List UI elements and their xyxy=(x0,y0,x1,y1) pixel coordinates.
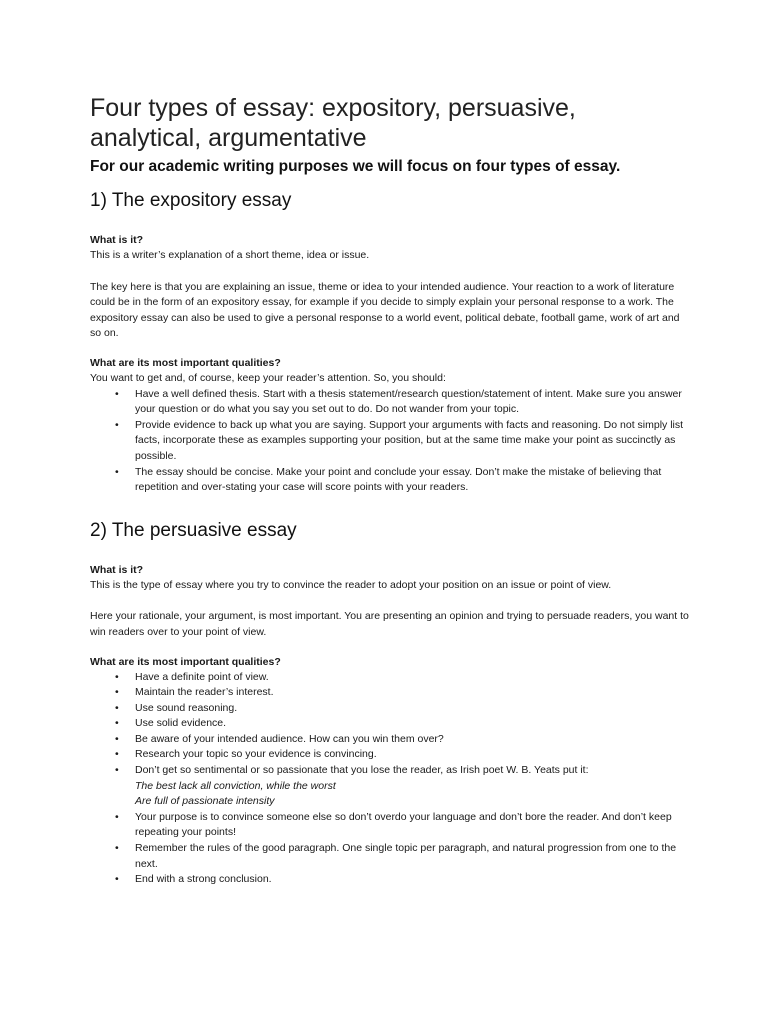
bullet-icon: • xyxy=(115,418,119,431)
bullet-icon: • xyxy=(115,686,119,699)
list-item-text: Use solid evidence. xyxy=(135,717,227,730)
list-item-text: Remember the rules of the good paragraph. One single topic per paragraph, and natural progression from one to the next. xyxy=(135,842,677,870)
bullet-icon: • xyxy=(115,465,119,478)
list-item xyxy=(90,670,690,686)
yeats-quote-line: Are full of passionate intensity xyxy=(135,795,275,808)
yeats-quote-line: The best lack all conviction, while the worst xyxy=(135,779,336,792)
bullet-icon: • xyxy=(115,670,119,683)
bullet-icon: • xyxy=(115,748,119,761)
bullet-icon: • xyxy=(115,387,119,400)
bullet-icon: • xyxy=(115,732,119,745)
list-item-text: Have a definite point of view. xyxy=(135,670,269,683)
bullet-icon: • xyxy=(115,810,119,823)
bullet-icon: • xyxy=(115,701,119,714)
list-item-text: Don’t get so sentimental or so passionate that you lose the reader, as Irish poet W. B. Yeats put it: xyxy=(135,764,589,777)
list-item-text: Research your topic so your evidence is convincing. xyxy=(135,748,377,761)
persuasive-bullet-list xyxy=(90,670,690,888)
bullet-icon: • xyxy=(115,842,119,855)
qualities-label: What are its most important qualities? xyxy=(90,356,281,369)
document-title: Four types of essay: expository, persuasive, analytical, argumentative xyxy=(90,94,576,152)
what-is-it-text: This is a writer’s explanation of a short theme, idea or issue. xyxy=(90,249,370,261)
list-item xyxy=(90,387,690,418)
section-heading-expository: 1) The expository essay xyxy=(90,190,292,211)
list-item xyxy=(90,685,690,701)
list-item-text: Provide evidence to back up what you are saying. Support your arguments with facts and reasoning. Do not simply list facts, incorporate these as examples supporting your position, but at the same time make your point as succinctly as possible. xyxy=(135,418,684,462)
what-is-it-label: What is it? xyxy=(90,563,144,576)
bullet-icon: • xyxy=(115,717,119,730)
list-item xyxy=(90,465,690,496)
qualities-label: What are its most important qualities? xyxy=(90,655,281,668)
list-item xyxy=(90,810,690,841)
document-subtitle: For our academic writing purposes we will focus on four types of essay. xyxy=(90,158,621,175)
what-is-it-text: This is the type of essay where you try to convince the reader to adopt your position on an issue or point of view. xyxy=(90,578,612,591)
list-item xyxy=(90,716,690,732)
list-item-text: The essay should be concise. Make your point and conclude your essay. Don’t make the mistake of believing that repetition and over-stating your case will score points with your readers. xyxy=(135,465,662,494)
section-heading-persuasive: 2) The persuasive essay xyxy=(90,519,297,541)
bullet-icon: • xyxy=(115,764,119,777)
list-item-text: Have a well defined thesis. Start with a thesis statement/research question/statement of intent. Make sure you answer your question or do what you say you set out to do. Do not wander from your topic. xyxy=(135,387,682,416)
expository-paragraph: The key here is that you are explaining an issue, theme or idea to your intended audience. Your reaction to a work of literature could be in the form of an expository essay, for example if you decide to simply explain your personal response to a work. The expository essay can also be used to give a personal response to a world event, political debate, football game, work of art and so on. xyxy=(90,280,680,340)
list-item-text: Maintain the reader’s interest. xyxy=(135,686,274,699)
list-item xyxy=(90,872,690,888)
list-item xyxy=(90,732,690,748)
list-item-text: Be aware of your intended audience. How can you win them over? xyxy=(135,732,444,745)
list-item xyxy=(90,841,690,872)
expository-bullet-list xyxy=(90,387,690,496)
list-item xyxy=(90,747,690,763)
qualities-intro: You want to get and, of course, keep your reader’s attention. So, you should: xyxy=(90,371,446,384)
list-item xyxy=(90,763,690,810)
list-item-text: End with a strong conclusion. xyxy=(135,873,272,886)
document-page xyxy=(90,93,690,888)
list-item xyxy=(90,701,690,717)
list-item xyxy=(90,418,690,465)
what-is-it-label: What is it? xyxy=(90,234,144,246)
bullet-icon: • xyxy=(115,873,119,886)
persuasive-paragraph: Here your rationale, your argument, is most important. You are presenting an opinion and trying to persuade readers, you want to win readers over to your point of view. xyxy=(90,610,689,638)
list-item-text: Use sound reasoning. xyxy=(135,701,238,714)
list-item-text: Your purpose is to convince someone else so don’t overdo your language and don’t bore the reader. And don’t keep repeating your points! xyxy=(135,810,672,839)
